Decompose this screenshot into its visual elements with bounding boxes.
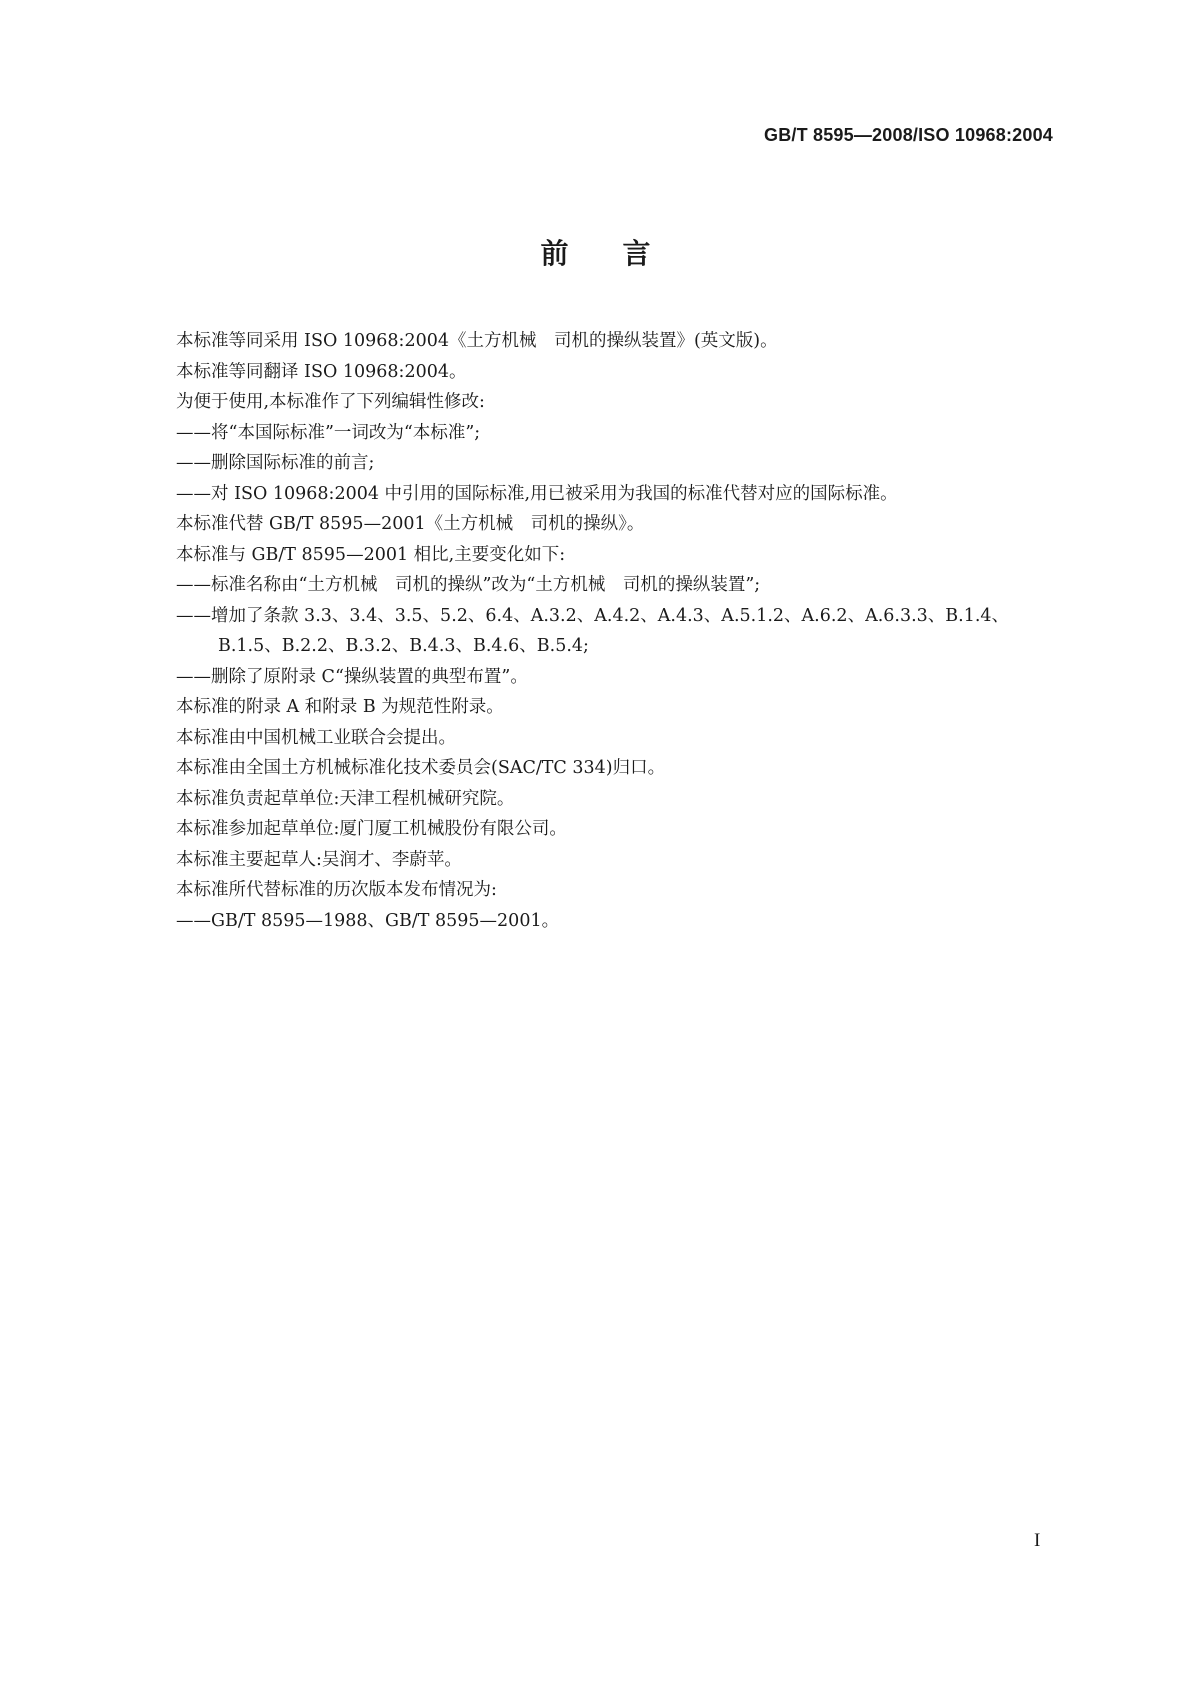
text-line: B.1.5、B.2.2、B.3.2、B.4.3、B.4.6、B.5.4; (218, 636, 589, 656)
text-line: 本标准的附录 A 和附录 B 为规范性附录。 (176, 697, 504, 717)
text-line: ——将“本国际标准”一词改为“本标准”; (176, 422, 481, 443)
text-line: ——删除了原附录 C“操纵装置的典型布置”。 (176, 666, 528, 687)
page-number: I (1034, 1530, 1041, 1551)
text-line: 本标准由中国机械工业联合会提出。 (176, 727, 456, 748)
text-line: 本标准代替 GB/T 8595—2001《土方机械 司机的操纵》。 (176, 514, 645, 534)
text-line: 本标准由全国土方机械标准化技术委员会(SAC/TC 334)归口。 (176, 758, 666, 778)
text-line: ——标准名称由“土方机械 司机的操纵”改为“土方机械 司机的操纵装置”; (176, 575, 761, 595)
standard-number: GB/T 8595—2008/ISO 10968:2004 (764, 125, 1053, 145)
text-line: 本标准与 GB/T 8595—2001 相比,主要变化如下: (176, 544, 566, 565)
text-line: ——GB/T 8595—1988、GB/T 8595—2001。 (176, 910, 560, 931)
text-line: 本标准参加起草单位:厦门厦工机械股份有限公司。 (176, 819, 567, 839)
foreword-body (176, 326, 1076, 936)
text-line: ——对 ISO 10968:2004 中引用的国际标准,用已被采用为我国的标准代替对应的国际标准。 (176, 483, 898, 504)
text-line: 本标准等同采用 ISO 10968:2004《土方机械 司机的操纵装置》(英文版)。 (176, 331, 778, 351)
text-line: ——增加了条款 3.3、3.4、3.5、5.2、6.4、A.3.2、A.4.2、A.4.3、A.5.1.2、A.6.2、A.6.3.3、B.1.4、 (176, 605, 1010, 626)
text-line: 本标准等同翻译 ISO 10968:2004。 (176, 361, 467, 382)
page-title: 前言 (540, 237, 705, 270)
text-line: 本标准所代替标准的历次版本发布情况为: (176, 880, 497, 900)
text-line: 为便于使用,本标准作了下列编辑性修改: (176, 392, 485, 412)
text-line: 本标准主要起草人:吴润才、李蔚苹。 (176, 849, 462, 870)
text-line: ——删除国际标准的前言; (176, 453, 375, 473)
text-line: 本标准负责起草单位:天津工程机械研究院。 (176, 788, 515, 809)
